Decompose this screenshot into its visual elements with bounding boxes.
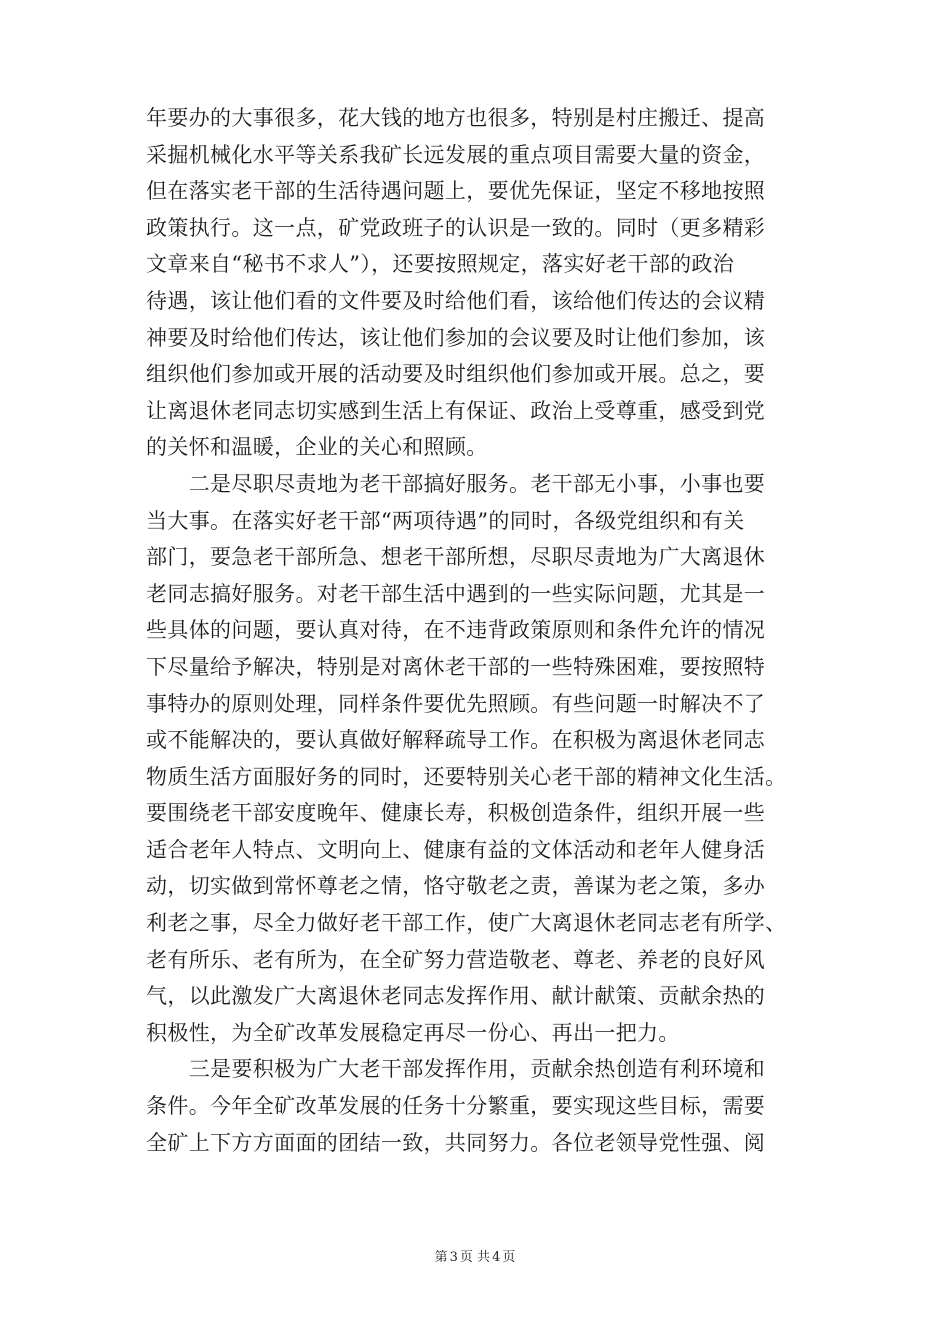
paragraph-1: 年要办的大事很多，花大钱的地方也很多，特别是村庄搬迁、提高 采掘机械化水平等关系我矿长远发展的重点项目需要大量的资金， 但在落实老干部的生活待遇问题上，要优先保证，坚定不移地按照 政策执行。这一点，矿党政班子的认识是一致的。同时（更多精彩 文章来自“秘书不求人”），还要按照规定，落实好老干部的政治 待遇，该让他们看的文件要及时给他们看，该给他们传达的会议精 神要及时给他们传达，该让他们参加的会议要及时让他们参加，该 组织他们参加或开展的活动要及时组织他们参加或开展。总之，要 让离退休老同志切实感到生活上有保证、政治上受尊重，感受到党 的关怀和温暖，企业的关心和照顾。 (146, 106, 766, 460)
document-body (146, 100, 806, 1161)
paragraph-3: 三是要积极为广大老干部发挥作用，贡献余热创造有利环境和 条件。今年全矿改革发展的任务十分繁重，要实现这些目标，需要 全矿上下方方面面的团结一致，共同努力。各位老领导党性强、阅 (146, 1057, 766, 1155)
footer-prefix: 第 (434, 1250, 448, 1265)
footer-middle: 页 共 (459, 1250, 491, 1265)
paragraph-2: 二是尽职尽责地为老干部搞好服务。老干部无小事，小事也要 当大事。在落实好老干部“两项待遇”的同时，各级党组织和有关 部门，要急老干部所急、想老干部所想，尽职尽责地为广大离退休 老同志搞好服务。对老干部生活中遇到的一些实际问题，尤其是一 些具体的问题，要认真对待，在不违背政策原则和条件允许的情况 下尽量给予解决，特别是对离休老干部的一些特殊困难，要按照特 事特办的原则处理，同样条件要优先照顾。有些问题一时解决不了 或不能解决的，要认真做好解释疏导工作。在积极为离退休老同志 物质生活方面服好务的同时，还要特别关心老干部的精神文化生活。 要围绕老干部安度晚年、健康长寿，积极创造条件，组织开展一些 适合老年人特点、文明向上、健康有益的文体活动和老年人健身活 动，切实做到常怀尊老之情，恪守敬老之责，善谋为老之策，多办 利老之事，尽全力做好老干部工作，使广大离退休老同志老有所学、 老有所乐、老有所为，在全矿努力营造敬老、尊老、养老的良好风 气，以此激发广大离退休老同志发挥作用、献计献策、贡献余热的 积极性，为全矿改革发展稳定再尽一份心、再出一把力。 (146, 471, 787, 1045)
footer-total-pages: 4 (492, 1250, 501, 1265)
footer-suffix: 页 (502, 1250, 516, 1265)
footer-current-page: 3 (449, 1250, 458, 1265)
page-footer (0, 1249, 950, 1267)
